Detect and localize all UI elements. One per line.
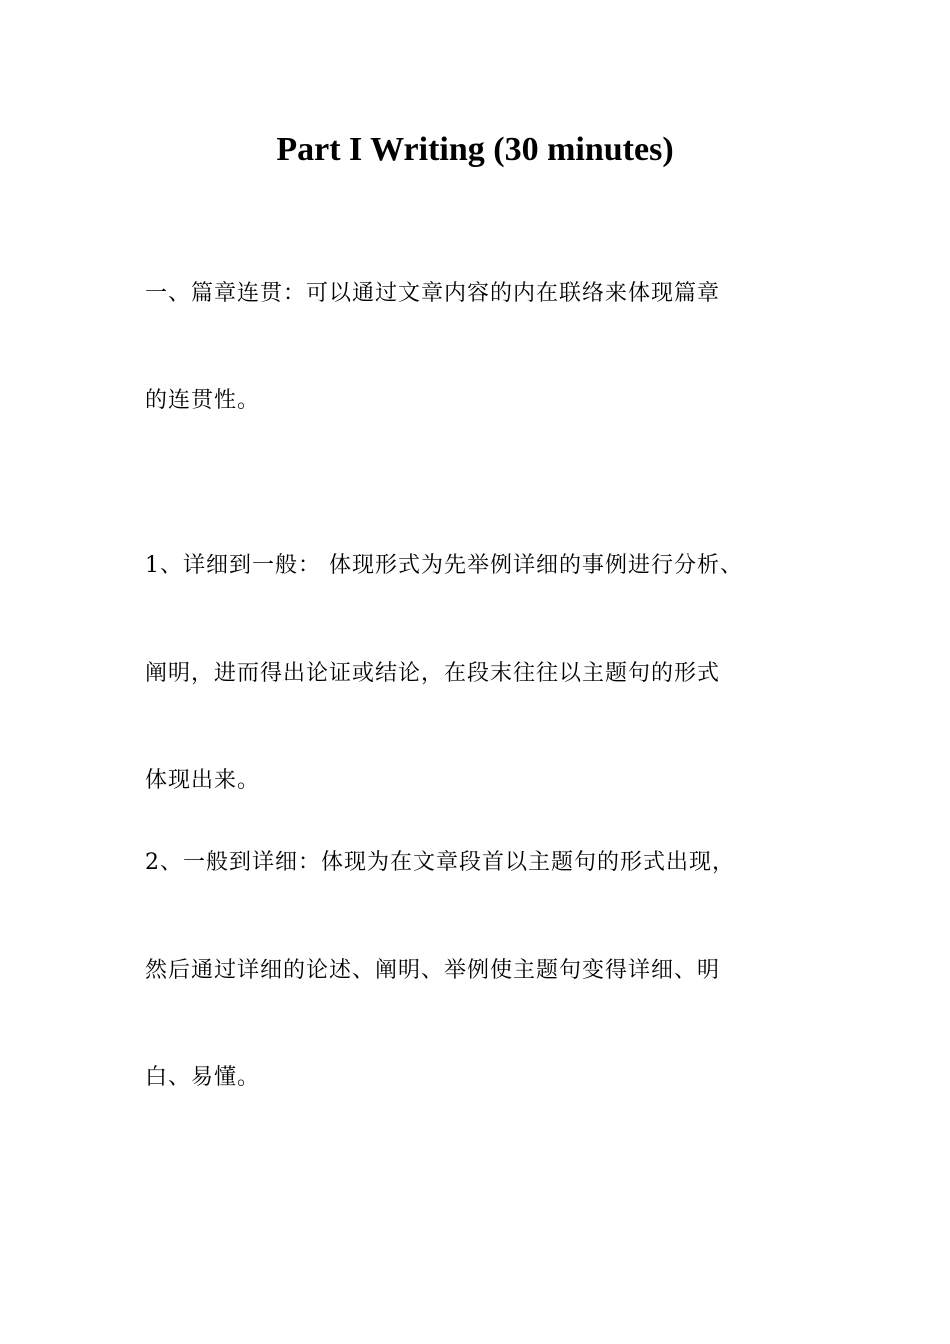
list-item-2-line: 2、一般到详细：体现为在文章段首以主题句的形式出现， [145, 850, 735, 875]
page-title: Part I Writing (30 minutes) [276, 131, 674, 168]
text-line: 体现出来。 [145, 768, 261, 793]
text-line: 的连贯性。 [145, 388, 261, 413]
text-line: 阐明，进而得出论证或结论，在段末往往以主题句的形式 [145, 661, 721, 686]
text-line: 白、易懂。 [145, 1065, 261, 1090]
section-heading-line: 一、篇章连贯：可以通过文章内容的内在联络来体现篇章 [145, 281, 721, 306]
list-item-1-line: 1、详细到一般： 体现形式为先举例详细的事例进行分析、 [145, 553, 743, 578]
text-line: 然后通过详细的论述、阐明、举例使主题句变得详细、明 [145, 958, 721, 983]
